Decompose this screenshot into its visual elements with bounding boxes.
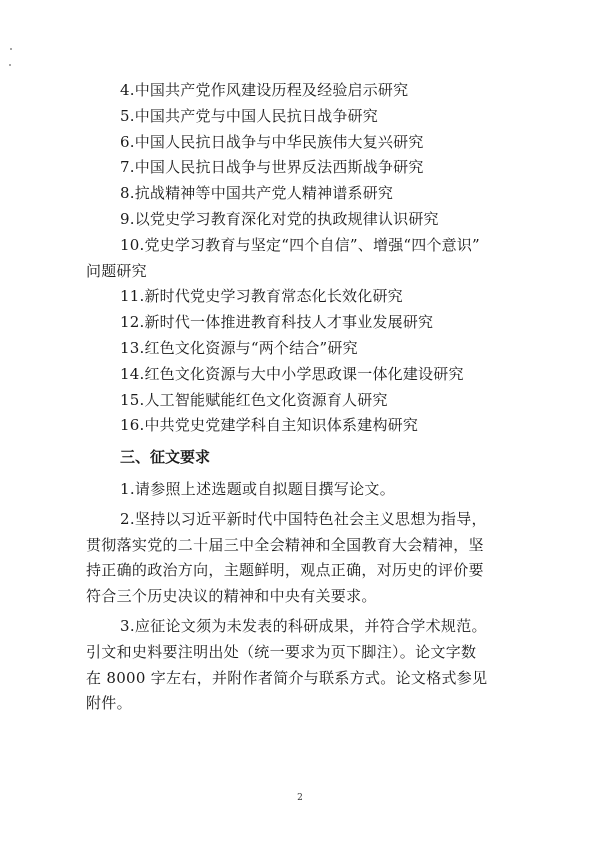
topic-item: 11.新时代党史学习教育常态化长效化研究 bbox=[120, 287, 403, 306]
requirement-line: 2.坚持以习近平新时代中国特色社会主义思想为指导， bbox=[120, 509, 487, 528]
scan-speck bbox=[9, 64, 11, 66]
page-number: 2 bbox=[297, 793, 303, 803]
page-content bbox=[86, 78, 522, 721]
requirement-line: 3.应征论文须为未发表的科研成果，并符合学术规范。 bbox=[120, 616, 487, 635]
requirement-line: 引文和史料要注明出处（统一要求为页下脚注）。论文字数 bbox=[86, 642, 477, 661]
topic-item: 10.党史学习教育与坚定“四个自信”、增强“四个意识” bbox=[120, 235, 480, 254]
topic-item: 9.以党史学习教育深化对党的执政规律认识研究 bbox=[120, 209, 439, 228]
topic-item: 12.新时代一体推进教育科技人才事业发展研究 bbox=[120, 313, 434, 332]
topic-item: 13.红色文化资源与“两个结合”研究 bbox=[120, 338, 358, 357]
requirement-line: 1.请参照上述选题或自拟题目撰写论文。 bbox=[120, 479, 396, 498]
topic-item: 14.红色文化资源与大中小学思政课一体化建设研究 bbox=[120, 364, 464, 383]
topic-item: 6.中国人民抗日战争与中华民族伟大复兴研究 bbox=[120, 132, 424, 151]
topic-item: 7.中国人民抗日战争与世界反法西斯战争研究 bbox=[120, 158, 424, 177]
requirement-2 bbox=[86, 507, 522, 610]
topic-item: 8.抗战精神等中国共产党人精神谱系研究 bbox=[120, 184, 394, 203]
topic-item: 5.中国共产党与中国人民抗日战争研究 bbox=[120, 106, 378, 125]
requirement-line: 在 8000 字左右，并附作者简介与联系方式。论文格式参见 bbox=[86, 668, 488, 687]
requirement-line: 附件。 bbox=[86, 694, 132, 713]
scan-speck bbox=[10, 48, 12, 50]
requirement-line: 贯彻落实党的二十届三中全会精神和全国教育大会精神，坚 bbox=[86, 535, 484, 554]
topic-item-continuation: 问题研究 bbox=[86, 261, 147, 280]
requirement-line: 持正确的政治方向，主题鲜明，观点正确，对历史的评价要 bbox=[86, 561, 484, 580]
topic-item: 15.人工智能赋能红色文化资源育人研究 bbox=[120, 390, 388, 409]
topic-item: 4.中国共产党作风建设历程及经验启示研究 bbox=[120, 81, 409, 99]
requirement-1 bbox=[86, 477, 522, 503]
requirement-line: 符合三个历史决议的精神和中央有关要求。 bbox=[86, 587, 377, 606]
requirement-3 bbox=[86, 614, 522, 717]
topic-item: 16.中共党史党建学科自主知识体系建构研究 bbox=[120, 416, 419, 435]
section-heading: 三、征文要求 bbox=[120, 448, 211, 467]
topic-list bbox=[86, 78, 522, 439]
